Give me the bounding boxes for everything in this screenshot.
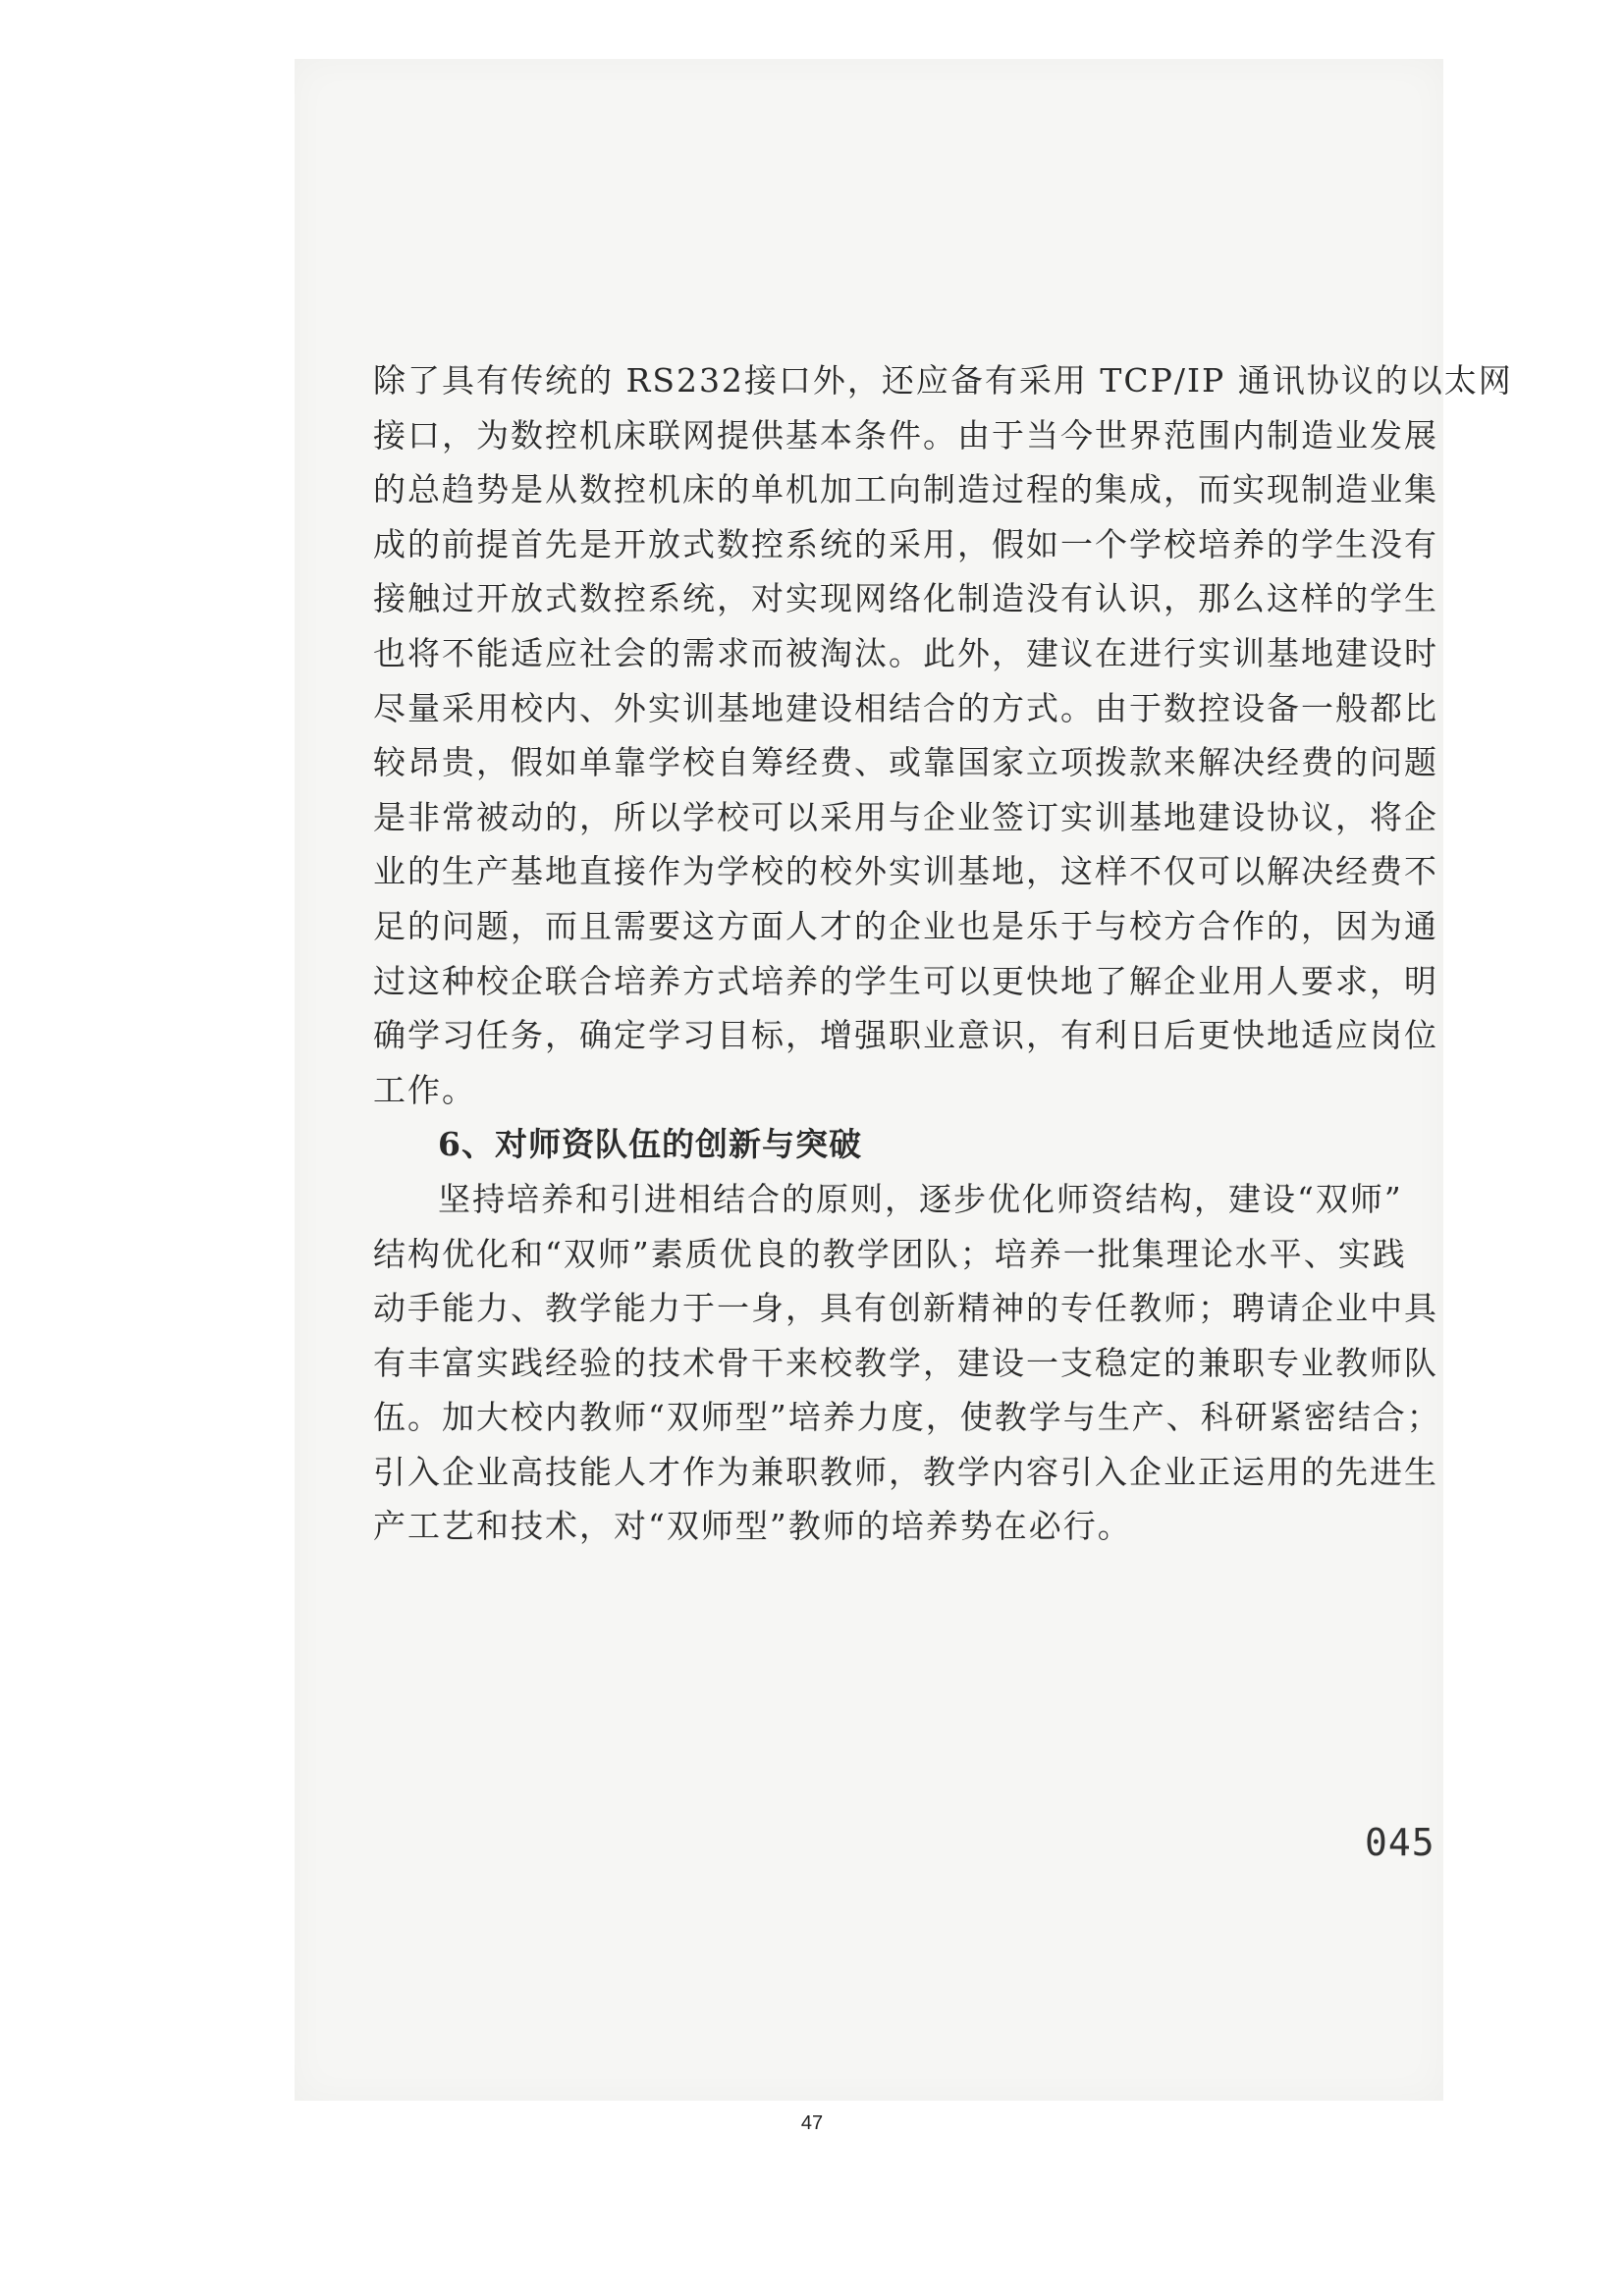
paragraph-2-line-4: 有丰富实践经验的技术骨干来校教学，建设一支稳定的兼职专业教师队 [373, 1343, 1438, 1382]
paragraph-2-line-3: 动手能力、教学能力于一身，具有创新精神的专任教师；聘请企业中具 [373, 1289, 1438, 1328]
paragraph-1-line-3: 的总趋势是从数控机床的单机加工向制造过程的集成，而实现制造业集 [373, 470, 1438, 509]
paragraph-1-line-4: 成的前提首先是开放式数控系统的采用，假如一个学校培养的学生没有 [373, 524, 1438, 563]
section-heading: 6、对师资队伍的创新与突破 [438, 1125, 862, 1164]
paragraph-2-line-6: 引入企业高技能人才作为兼职教师，教学内容引入企业正运用的先进生 [373, 1452, 1438, 1491]
paragraph-1-line-9: 是非常被动的，所以学校可以采用与企业签订实训基地建设协议，将企 [373, 797, 1438, 836]
paragraph-1-line-14: 工作。 [373, 1070, 476, 1109]
footer-page-number: 47 [800, 2112, 824, 2134]
paragraph-1-line-7: 尽量采用校内、外实训基地建设相结合的方式。由于数控设备一般都比 [373, 688, 1438, 727]
body-text [373, 353, 1513, 1554]
paragraph-2-line-1: 坚持培养和引进相结合的原则，逐步优化师资结构，建设“双师” [438, 1179, 1403, 1218]
paragraph-1-line-13: 确学习任务，确定学习目标，增强职业意识，有利日后更快地适应岗位 [373, 1016, 1438, 1055]
paragraph-1-line-2: 接口，为数控机床联网提供基本条件。由于当今世界范围内制造业发展 [373, 415, 1438, 454]
paragraph-1-line-5: 接触过开放式数控系统，对实现网络化制造没有认识，那么这样的学生 [373, 579, 1438, 618]
paragraph-2-line-5: 伍。加大校内教师“双师型”培养力度，使教学与生产、科研紧密结合； [373, 1398, 1441, 1437]
paragraph-2-line-7: 产工艺和技术，对“双师型”教师的培养势在必行。 [373, 1507, 1132, 1546]
paragraph-1-line-12: 过这种校企联合培养方式培养的学生可以更快地了解企业用人要求，明 [373, 961, 1438, 1000]
paragraph-1-line-10: 业的生产基地直接作为学校的校外实训基地，这样不仅可以解决经费不 [373, 852, 1438, 891]
paragraph-1-line-8: 较昂贵，假如单靠学校自筹经费、或靠国家立项拨款来解决经费的问题 [373, 743, 1438, 782]
paragraph-1-line-6: 也将不能适应社会的需求而被淘汰。此外，建议在进行实训基地建设时 [373, 633, 1438, 672]
paragraph-2-line-2: 结构优化和“双师”素质优良的教学团队；培养一批集理论水平、实践 [373, 1234, 1407, 1273]
paragraph-1-line-1: 除了具有传统的 RS232接口外，还应备有采用 TCP/IP 通讯协议的以太网 [373, 361, 1513, 400]
paragraph-1-line-11: 足的问题，而且需要这方面人才的企业也是乐于与校方合作的，因为通 [373, 906, 1438, 945]
scan-page-number: 045 [1365, 1821, 1435, 1864]
